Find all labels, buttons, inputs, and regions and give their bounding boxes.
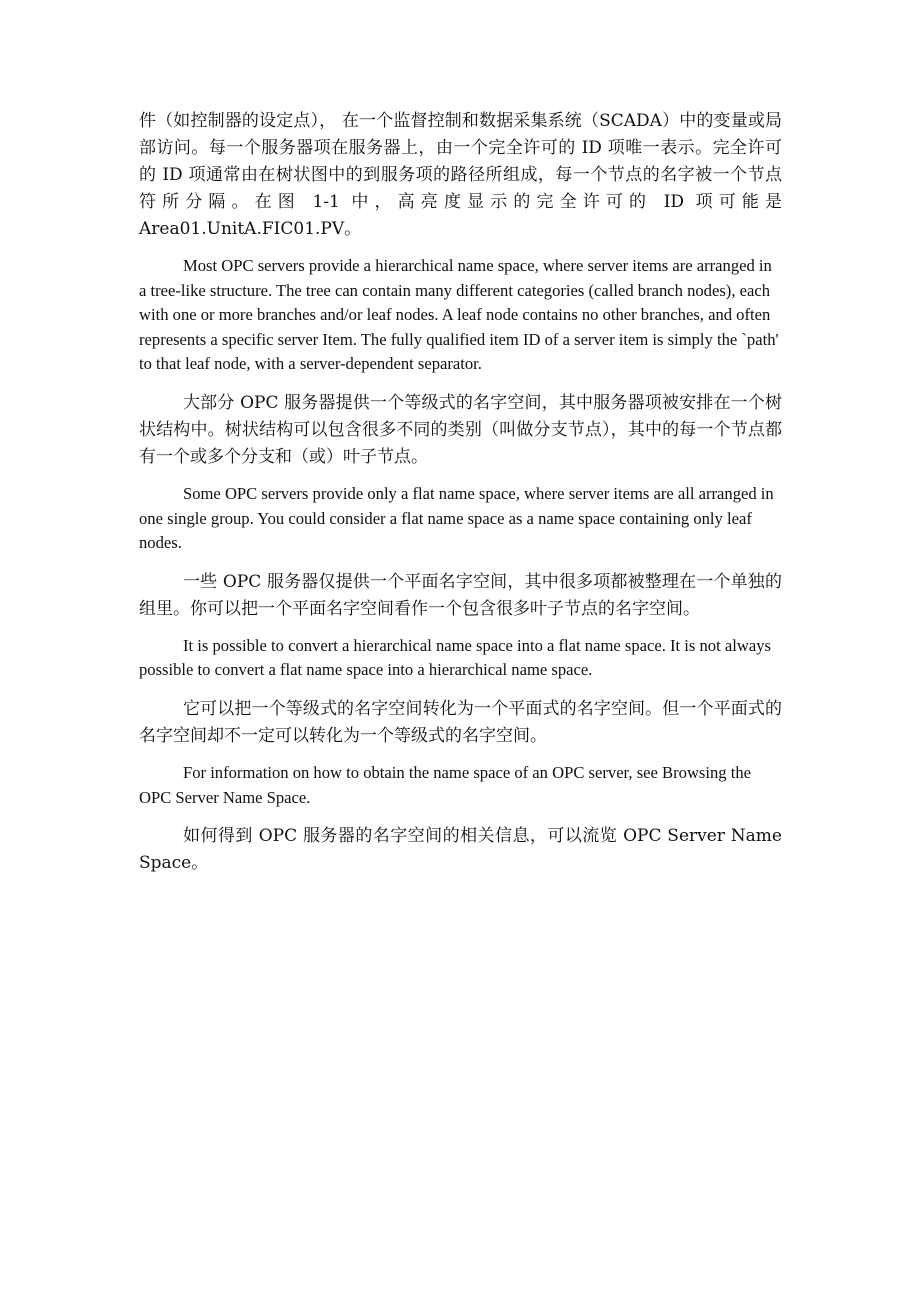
paragraph-zh-browsing: 如何得到 OPC 服务器的名字空间的相关信息，可以流览 OPC Server Name Space。 <box>139 826 782 874</box>
paragraph-zh-continuation: 件（如控制器的设定点）， 在一个监督控制和数据采集系统（SCADA）中的变量或局部访问。每一个服务器项在服务器上，由一个完全许可的 ID 项唯一表示。完全许可的 ID 项通常由在树状图中的到服务项的路径所组成，每一个节点的名字被一个节点符所分隔。在图 1-1 中，高亮度显示的完全许可的 ID 项可能是 Area01.UnitA.FIC01.PV。 <box>139 111 782 239</box>
paragraph-zh-flat: 一些 OPC 服务器仅提供一个平面名字空间，其中很多项都被整理在一个单独的组里。你可以把一个平面名字空间看作一个包含很多叶子节点的名字空间。 <box>139 571 782 619</box>
paragraph-zh-hierarchical: 大部分 OPC 服务器提供一个等级式的名字空间，其中服务器项被安排在一个树状结构中。树状结构可以包含很多不同的类别（叫做分支节点），其中的每一个节点都有一个或多个分支和（或）叶子节点。 <box>139 392 782 467</box>
paragraph-en-convert: It is possible to convert a hierarchical name space into a flat name space. It is not always possible to convert a flat name space into a hierarchical name space. <box>139 635 771 680</box>
paragraph-en-hierarchical: Most OPC servers provide a hierarchical name space, where server items are arranged in a tree-like structure. The tree can contain many different categories (called branch nodes), each with one or more branches and/or leaf nodes. A leaf node contains no other branches, and often represents a specific server Item. The fully qualified item ID of a server item is simply the `path' to that leaf node, with a server-dependent separator. <box>139 256 779 374</box>
document-page <box>139 108 782 888</box>
paragraph-en-flat: Some OPC servers provide only a flat name space, where server items are all arranged in one single group. You could consider a flat name space as a name space containing only leaf nodes. <box>139 483 774 553</box>
paragraph-zh-convert: 它可以把一个等级式的名字空间转化为一个平面式的名字空间。但一个平面式的名字空间却不一定可以转化为一个等级式的名字空间。 <box>139 698 782 746</box>
paragraph-en-browsing: For information on how to obtain the name space of an OPC server, see Browsing the OPC Server Name Space. <box>139 762 752 807</box>
